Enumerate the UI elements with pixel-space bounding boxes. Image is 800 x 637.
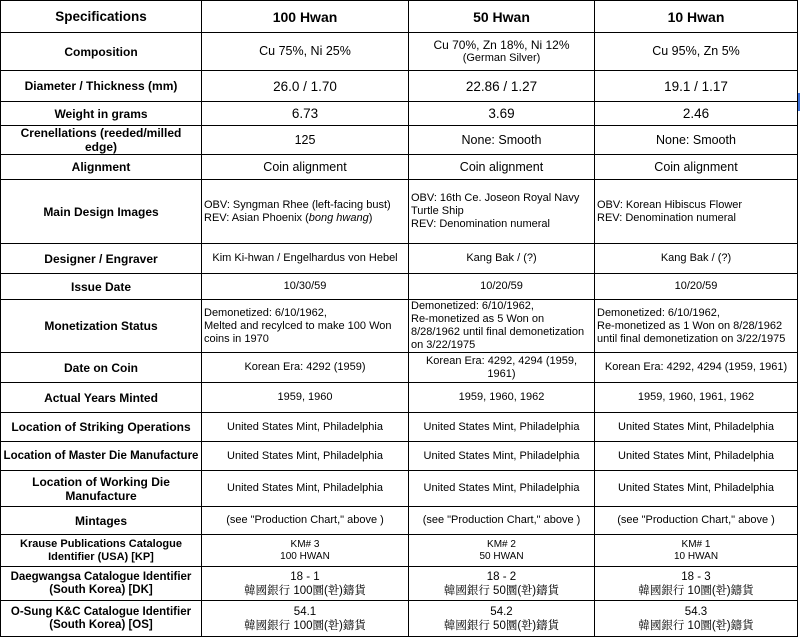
cell-50-hwan: United States Mint, Philadelphia — [409, 413, 595, 442]
row-label: Alignment — [1, 155, 202, 180]
cell-text: 50 HWAN — [479, 550, 524, 562]
cell-text: 54.2 — [490, 605, 513, 618]
row-designer — [1, 244, 798, 274]
cell-text: Re-monetized as 5 Won on 8/28/1962 until final demonetization on 3/22/1975 — [411, 313, 585, 351]
cell-text: Demonetized: 6/10/1962, — [411, 300, 534, 312]
cell-10-hwan: Korean Era: 4292, 4294 (1959, 1961) — [595, 353, 798, 383]
cell-100-hwan: 125 — [202, 126, 409, 155]
cell-text: Re-monetized as 1 Won on 8/28/1962 until final demonetization on 3/22/1975 — [597, 319, 786, 345]
cell-100-hwan: United States Mint, Philadelphia — [202, 442, 409, 471]
cell-50-hwan: (see "Production Chart," above ) — [409, 507, 595, 535]
cell-50-hwan — [409, 601, 595, 637]
reverse-text: REV: Denomination numeral — [597, 211, 736, 224]
row-label: Location of Working Die Manufacture — [1, 471, 202, 507]
cell-10-hwan: United States Mint, Philadelphia — [595, 442, 798, 471]
row-label: Weight in grams — [1, 102, 202, 126]
cell-text: (German Silver) — [462, 51, 541, 64]
row-label: Date on Coin — [1, 353, 202, 383]
cell-100-hwan: 10/30/59 — [202, 274, 409, 300]
cell-text: 韓國銀行 100圜(환)鑄貨 — [244, 584, 366, 597]
cell-text: 韓國銀行 50圜(환)鑄貨 — [443, 584, 560, 597]
row-label: Crenellations (reeded/milled edge) — [1, 126, 202, 155]
cell-100-hwan — [202, 300, 409, 353]
cell-10-hwan: 2.46 — [595, 102, 798, 126]
cell-50-hwan: 1959, 1960, 1962 — [409, 383, 595, 413]
row-label: O-Sung K&C Catalogue Identifier (South Korea) [OS] — [1, 601, 202, 637]
row-alignment — [1, 155, 798, 180]
cell-text: KM# 3 — [290, 538, 320, 550]
cell-text: Cu 70%, Zn 18%, Ni 12% — [433, 37, 570, 52]
cell-100-hwan: 1959, 1960 — [202, 383, 409, 413]
cell-10-hwan: Kang Bak / (?) — [595, 244, 798, 274]
cell-10-hwan — [595, 535, 798, 567]
cell-100-hwan: United States Mint, Philadelphia — [202, 413, 409, 442]
obverse-text: OBV: Korean Hibiscus Flower — [597, 198, 743, 211]
cell-50-hwan — [409, 567, 595, 601]
cell-10-hwan: 19.1 / 1.17 — [595, 71, 798, 102]
header-row — [1, 1, 798, 33]
cell-100-hwan: Korean Era: 4292 (1959) — [202, 353, 409, 383]
cell-100-hwan — [202, 535, 409, 567]
obverse-text: OBV: Syngman Rhee (left-facing bust) — [204, 198, 391, 211]
cell-10-hwan — [595, 300, 798, 353]
cell-10-hwan: United States Mint, Philadelphia — [595, 413, 798, 442]
row-label: Daegwangsa Catalogue Identifier (South Korea) [DK] — [1, 567, 202, 601]
cell-text: 韓國銀行 10圜(환)鑄貨 — [638, 619, 754, 632]
obverse-text: OBV: 16th Ce. Joseon Royal Navy Turtle Ship — [411, 192, 580, 217]
cell-10-hwan: United States Mint, Philadelphia — [595, 471, 798, 507]
cell-50-hwan — [409, 33, 595, 71]
cell-text: KM# 1 — [681, 538, 711, 550]
cell-10-hwan — [595, 180, 798, 244]
cell-50-hwan: None: Smooth — [409, 126, 595, 155]
cell-50-hwan — [409, 180, 595, 244]
cell-text: Demonetized: 6/10/1962, — [204, 306, 327, 319]
cell-text: 18 - 3 — [681, 570, 711, 583]
cell-10-hwan: (see "Production Chart," above ) — [595, 507, 798, 535]
row-osung — [1, 601, 798, 637]
cell-text: 18 - 1 — [290, 570, 320, 583]
cell-100-hwan: 26.0 / 1.70 — [202, 71, 409, 102]
row-daegwangsa — [1, 567, 798, 601]
cell-text: 100 HWAN — [280, 550, 330, 562]
cell-100-hwan: Coin alignment — [202, 155, 409, 180]
cell-10-hwan — [595, 601, 798, 637]
row-label: Diameter / Thickness (mm) — [1, 71, 202, 102]
cell-text: Melted and recylced to make 100 Won coins in 1970 — [204, 319, 392, 345]
cell-10-hwan: None: Smooth — [595, 126, 798, 155]
cell-50-hwan — [409, 300, 595, 353]
header-specifications: Specifications — [1, 1, 202, 33]
cell-50-hwan: 22.86 / 1.27 — [409, 71, 595, 102]
reverse-text: REV: Asian Phoenix ( — [204, 211, 309, 224]
reverse-italic-text: bong hwang — [308, 211, 369, 224]
cell-text: KM# 2 — [487, 538, 516, 550]
row-monetization — [1, 300, 798, 353]
row-label: Actual Years Minted — [1, 383, 202, 413]
row-label: Location of Master Die Manufacture — [1, 442, 202, 471]
cell-50-hwan: Korean Era: 4292, 4294 (1959, 1961) — [409, 353, 595, 383]
cell-50-hwan: United States Mint, Philadelphia — [409, 442, 595, 471]
cell-100-hwan: Cu 75%, Ni 25% — [202, 33, 409, 71]
row-label: Designer / Engraver — [1, 244, 202, 274]
cell-10-hwan — [595, 567, 798, 601]
cell-text: 18 - 2 — [486, 570, 517, 583]
row-label: Main Design Images — [1, 180, 202, 244]
row-label: Issue Date — [1, 274, 202, 300]
row-label: Krause Publications Catalogue Identifier (USA) [KP] — [1, 535, 202, 567]
header-10-hwan: 10 Hwan — [595, 1, 798, 33]
cell-100-hwan: (see "Production Chart," above ) — [202, 507, 409, 535]
row-edge — [1, 126, 798, 155]
header-50-hwan: 50 Hwan — [409, 1, 595, 33]
row-krause — [1, 535, 798, 567]
row-striking — [1, 413, 798, 442]
row-issue-date — [1, 274, 798, 300]
reverse-close: ) — [368, 211, 373, 224]
cell-50-hwan: 3.69 — [409, 102, 595, 126]
row-working-die — [1, 471, 798, 507]
cell-50-hwan: Kang Bak / (?) — [409, 244, 595, 274]
header-100-hwan: 100 Hwan — [202, 1, 409, 33]
cell-10-hwan: 10/20/59 — [595, 274, 798, 300]
row-label: Mintages — [1, 507, 202, 535]
cell-100-hwan — [202, 567, 409, 601]
row-label: Composition — [1, 33, 202, 71]
row-label: Monetization Status — [1, 300, 202, 353]
cell-10-hwan: Cu 95%, Zn 5% — [595, 33, 798, 71]
reverse-text: REV: Denomination numeral — [411, 218, 550, 230]
cell-10-hwan: Coin alignment — [595, 155, 798, 180]
row-weight — [1, 102, 798, 126]
cell-text: 韓國銀行 10圜(환)鑄貨 — [638, 584, 754, 597]
row-design — [1, 180, 798, 244]
cell-text: 54.3 — [684, 605, 708, 618]
cell-100-hwan — [202, 180, 409, 244]
row-date-on-coin — [1, 353, 798, 383]
cell-100-hwan — [202, 601, 409, 637]
row-years-minted — [1, 383, 798, 413]
cell-50-hwan: Coin alignment — [409, 155, 595, 180]
cell-50-hwan: United States Mint, Philadelphia — [409, 471, 595, 507]
cell-text: 54.1 — [293, 605, 317, 618]
cell-100-hwan: 6.73 — [202, 102, 409, 126]
row-diameter — [1, 71, 798, 102]
row-master-die — [1, 442, 798, 471]
cell-text: 10 HWAN — [673, 550, 719, 562]
cell-50-hwan — [409, 535, 595, 567]
cell-text: 韓國銀行 50圜(환)鑄貨 — [443, 619, 560, 632]
reverse-line — [204, 212, 406, 225]
cell-text: 韓國銀行 100圜(환)鑄貨 — [244, 619, 366, 632]
cell-50-hwan: 10/20/59 — [409, 274, 595, 300]
cell-100-hwan: Kim Ki-hwan / Engelhardus von Hebel — [202, 244, 409, 274]
row-label: Location of Striking Operations — [1, 413, 202, 442]
cell-text: Demonetized: 6/10/1962, — [597, 306, 720, 319]
cell-10-hwan: 1959, 1960, 1961, 1962 — [595, 383, 798, 413]
row-composition — [1, 33, 798, 71]
cell-100-hwan: United States Mint, Philadelphia — [202, 471, 409, 507]
row-mintages — [1, 507, 798, 535]
